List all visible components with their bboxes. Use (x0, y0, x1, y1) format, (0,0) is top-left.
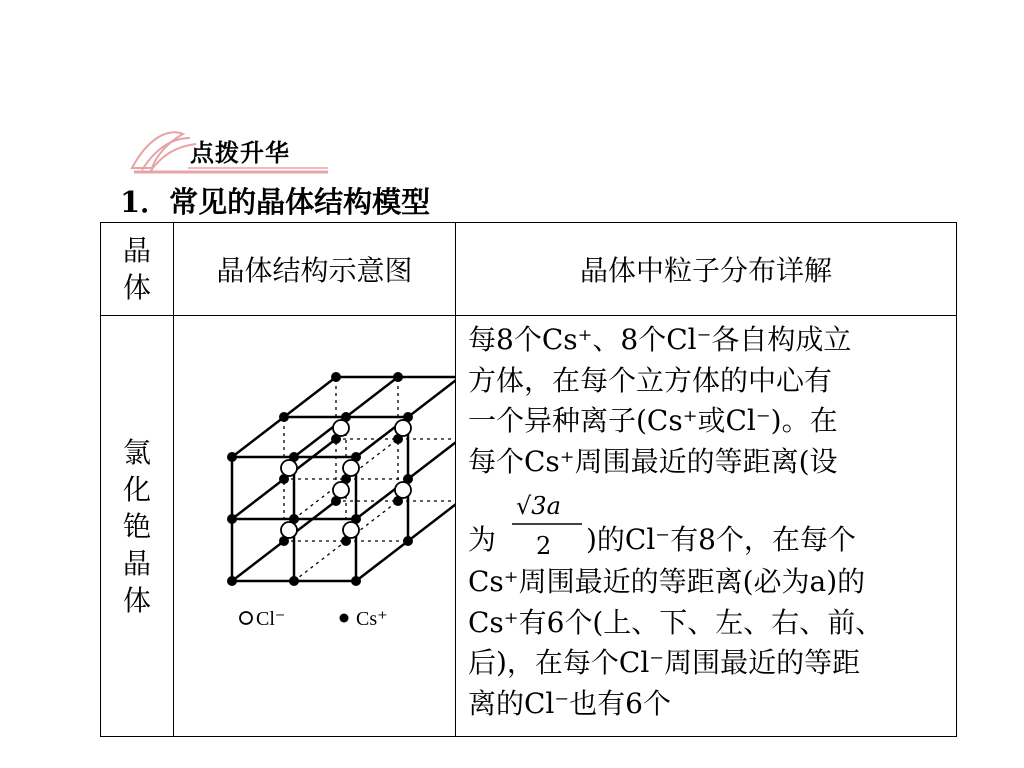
header-crystal-cell (101, 223, 174, 316)
legend-cl-label: Cl⁻ (256, 608, 286, 630)
cl-ion-icon (395, 482, 411, 498)
table-header-row (101, 223, 957, 316)
detail-line-7: Cs⁺周围最近的等距离(必为a)的 (468, 565, 866, 598)
detail-line-6: )的Cl⁻有8个，在每个 (586, 523, 856, 556)
diagram-legend (240, 608, 388, 630)
header-diagram-cell (174, 223, 456, 316)
header-details: 晶体中粒子分布详解 (579, 254, 832, 287)
detail-line-4: 每个Cs⁺周围最近的等距离(设 (468, 444, 838, 478)
header-crystal: 晶体 (122, 234, 151, 304)
legend-cs-label: Cs⁺ (356, 608, 388, 630)
cs-ion-icon (227, 576, 237, 586)
cl-ion-icon (333, 482, 349, 498)
header-diagram: 晶体结构示意图 (216, 254, 413, 287)
detail-line-2: 方体，在每个立方体的中心有 (468, 363, 833, 397)
cl-ion-icon (343, 460, 359, 476)
cs-ion-icon (227, 452, 237, 462)
cscl-lattice-diagram (174, 316, 456, 736)
cl-ion-icon (333, 420, 349, 436)
detail-line-10: 离的Cl⁻也有6个 (468, 686, 671, 720)
detail-line-9: 后)，在每个Cl⁻周围最近的等距 (468, 646, 861, 679)
cs-ion-icon (393, 372, 403, 382)
fraction-line (468, 482, 956, 562)
detail-line-8: Cs⁺有6个(上、下、左、右、前、 (468, 605, 884, 639)
header-details-cell (456, 223, 957, 316)
crystal-name-cell (101, 316, 174, 737)
cs-ion-icon (351, 576, 361, 586)
crystal-structure-table (100, 222, 957, 737)
cl-ion-icon (281, 460, 297, 476)
detail-text (456, 316, 956, 724)
fraction-numerator: √3a (516, 492, 561, 520)
detail-line-5: 为 (468, 523, 497, 556)
detail-line-1: 每8个Cs⁺、8个Cl⁻各自构成立 (468, 323, 852, 356)
fraction-denominator: 2 (536, 532, 552, 560)
detail-line-3: 一个异种离子(Cs⁺或Cl⁻)。在 (468, 404, 838, 437)
diagram-cell (174, 316, 456, 737)
cs-ion-icon (331, 372, 341, 382)
cl-ion-icon (281, 522, 297, 538)
detail-cell (456, 316, 957, 737)
cs-ion-icon (227, 514, 237, 524)
cs-ion-icon (289, 576, 299, 586)
cl-legend-icon (240, 612, 252, 624)
cs-ion-icon (403, 536, 413, 546)
cs-legend-icon (340, 614, 349, 623)
crystal-name: 氯化铯晶体 (122, 435, 151, 617)
fraction-sqrt3a-over-2 (510, 482, 586, 562)
section-badge-label: 点拨升华 (190, 139, 290, 167)
page-title: 1．常见的晶体结构模型 (120, 185, 431, 219)
cl-ion-icon (395, 420, 411, 436)
cl-ion-icon (343, 522, 359, 538)
cs-ion-icon (279, 412, 289, 422)
table-row (101, 316, 957, 737)
